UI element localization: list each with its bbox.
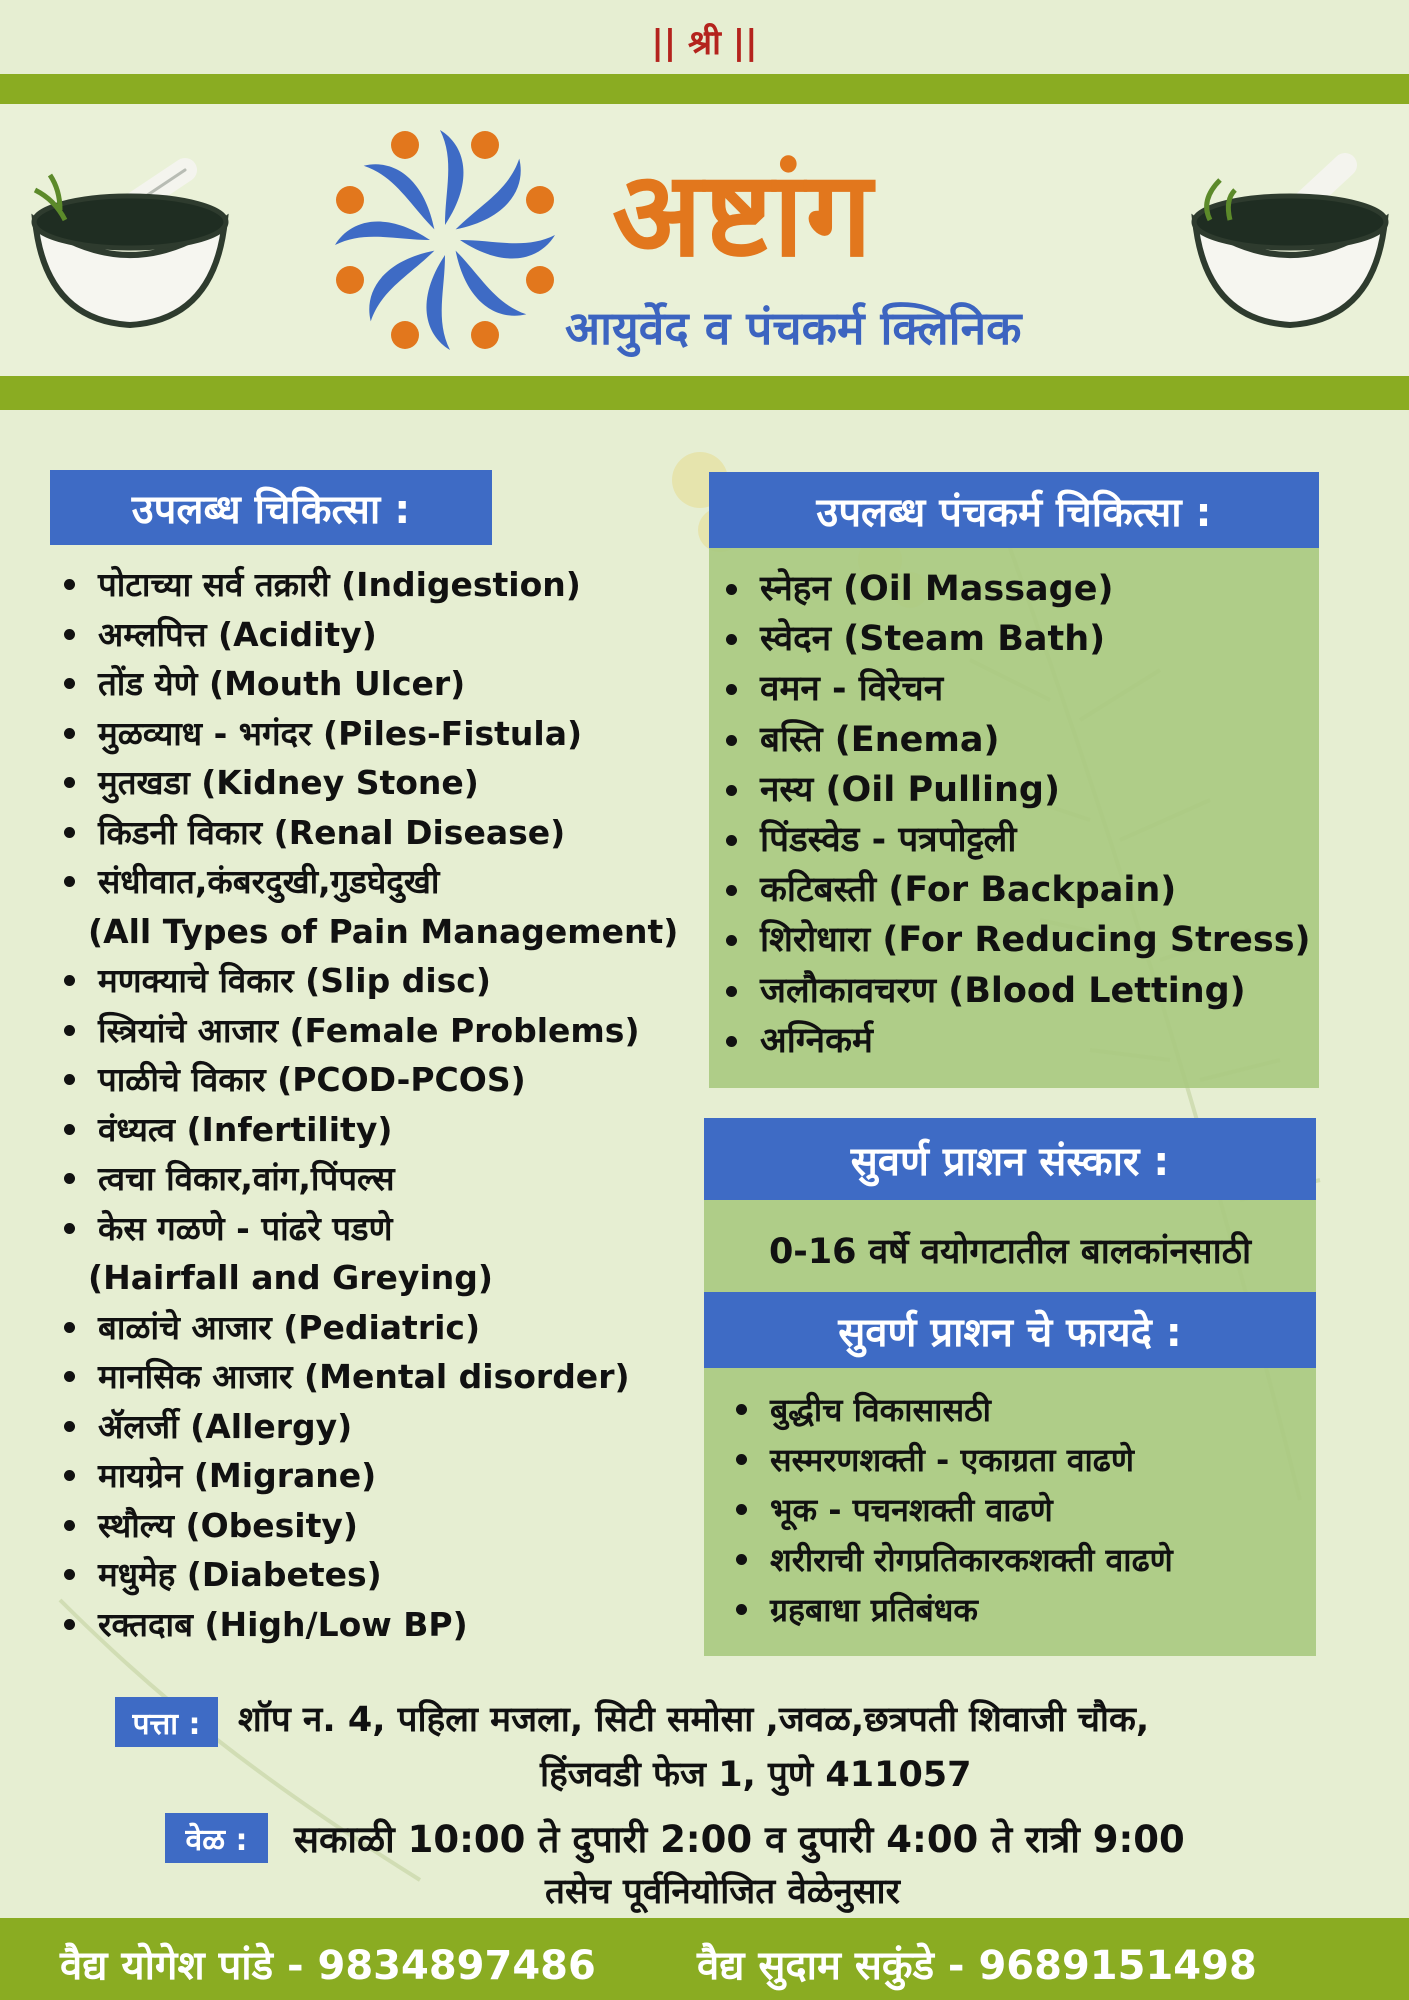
panchakarma-heading: उपलब्ध पंचकर्म चिकित्सा :	[709, 472, 1319, 548]
list-item: मानसिक आजार (Mental disorder)	[54, 1352, 678, 1402]
panchakarma-list	[716, 564, 1311, 1066]
list-item: नस्य (Oil Pulling)	[716, 765, 1311, 815]
timing-line-1: सकाळी 10:00 ते दुपारी 2:00 व दुपारी 4:00 ते रात्री 9:00	[294, 1818, 1185, 1861]
list-item: केस गळणे - पांढरे पडणे	[54, 1204, 678, 1254]
list-item: त्वचा विकार,वांग,पिंपल्स	[54, 1154, 678, 1204]
list-item: मणक्याचे विकार (Slip disc)	[54, 956, 678, 1006]
list-item: स्थौल्य (Obesity)	[54, 1501, 678, 1551]
address-line-1: शॉप न. 4, पहिला मजला, सिटी समोसा ,जवळ,छत्रपती शिवाजी चौक,	[238, 1700, 1150, 1740]
contact-doctor-1: वैद्य योगेश पांडे - 9834897486	[60, 1943, 596, 1989]
address-label: पत्ता :	[115, 1697, 218, 1747]
list-item: ग्रहबाधा प्रतिबंधक	[726, 1585, 1173, 1635]
list-item: शरीराची रोगप्रतिकारकशक्ती वाढणे	[726, 1535, 1173, 1585]
contacts-footer	[0, 1918, 1409, 2000]
invocation-text: || श्री ||	[651, 23, 758, 63]
list-item: पाळीचे विकार (PCOD-PCOS)	[54, 1055, 678, 1105]
list-item: भूक - पचनशक्ती वाढणे	[726, 1485, 1173, 1535]
clinic-title: अष्टांग	[612, 145, 875, 283]
list-item-continuation: (All Types of Pain Management)	[88, 911, 679, 951]
address-line-2: हिंजवडी फेज 1, पुणे 411057	[540, 1755, 972, 1795]
list-item: स्वेदन (Steam Bath)	[716, 614, 1311, 664]
list-item: मुळव्याध - भगंदर (Piles-Fistula)	[54, 709, 678, 759]
list-item: पिंडस्वेड - पत्रपोट्टली	[716, 815, 1311, 865]
list-item: तोंड येणे (Mouth Ulcer)	[54, 659, 678, 709]
list-item-continuation: (Hairfall and Greying)	[88, 1258, 493, 1297]
list-item: स्त्रियांचे आजार (Female Problems)	[54, 1006, 678, 1056]
list-item: अग्निकर्म	[716, 1016, 1311, 1066]
list-item: वंध्यत्व (Infertility)	[54, 1105, 678, 1155]
top-green-bar	[0, 74, 1409, 104]
list-item: किडनी विकार (Renal Disease)	[54, 808, 678, 858]
list-item: मायग्रेन (Migrane)	[54, 1451, 678, 1501]
list-item: जलौकावचरण (Blood Letting)	[716, 966, 1311, 1016]
treatments-heading: उपलब्ध चिकित्सा :	[50, 470, 492, 545]
list-item: सस्मरणशक्ती - एकाग्रता वाढणे	[726, 1435, 1173, 1485]
suvarna-heading: सुवर्ण प्राशन संस्कार :	[704, 1118, 1316, 1200]
mortar-pestle-icon	[1175, 150, 1405, 340]
suvarna-age-note: 0-16 वर्षे वयोगटातील बालकांनसाठी	[768, 1231, 1252, 1272]
list-item: पोटाच्या सर्व तक्रारी (Indigestion)	[54, 560, 678, 610]
list-item: मधुमेह (Diabetes)	[54, 1550, 678, 1600]
timing-label: वेळ :	[165, 1813, 268, 1863]
list-item: शिरोधारा (For Reducing Stress)	[716, 915, 1311, 965]
timing-line-2: तसेच पूर्वनियोजित वेळेनुसार	[545, 1872, 900, 1912]
mortar-pestle-icon	[15, 150, 245, 340]
suvarna-benefits-heading: सुवर्ण प्राशन चे फायदे :	[704, 1292, 1316, 1368]
list-item: बुद्धीच विकासासठी	[726, 1385, 1173, 1435]
brand-logo-icon	[320, 115, 570, 365]
list-item: स्नेहन (Oil Massage)	[716, 564, 1311, 614]
list-item: अम्लपित्त (Acidity)	[54, 610, 678, 660]
list-item: संधीवात,कंबरदुखी,गुडघेदुखी	[54, 857, 678, 907]
header-bottom-green-bar	[0, 376, 1409, 410]
contact-doctor-2: वैद्य सुदाम सकुंडे - 9689151498	[697, 1943, 1257, 1989]
list-item: कटिबस्ती (For Backpain)	[716, 865, 1311, 915]
list-item: बाळांचे आजार (Pediatric)	[54, 1303, 678, 1353]
list-item: बस्ति (Enema)	[716, 715, 1311, 765]
suvarna-benefits-list	[726, 1385, 1173, 1635]
list-item: रक्तदाब (High/Low BP)	[54, 1600, 678, 1650]
list-item: वमन - विरेचन	[716, 664, 1311, 714]
list-item: मुतखडा (Kidney Stone)	[54, 758, 678, 808]
clinic-subtitle: आयुर्वेद व पंचकर्म क्लिनिक	[565, 301, 1022, 355]
list-item: ॲलर्जी (Allergy)	[54, 1402, 678, 1452]
treatments-list	[54, 560, 678, 1649]
